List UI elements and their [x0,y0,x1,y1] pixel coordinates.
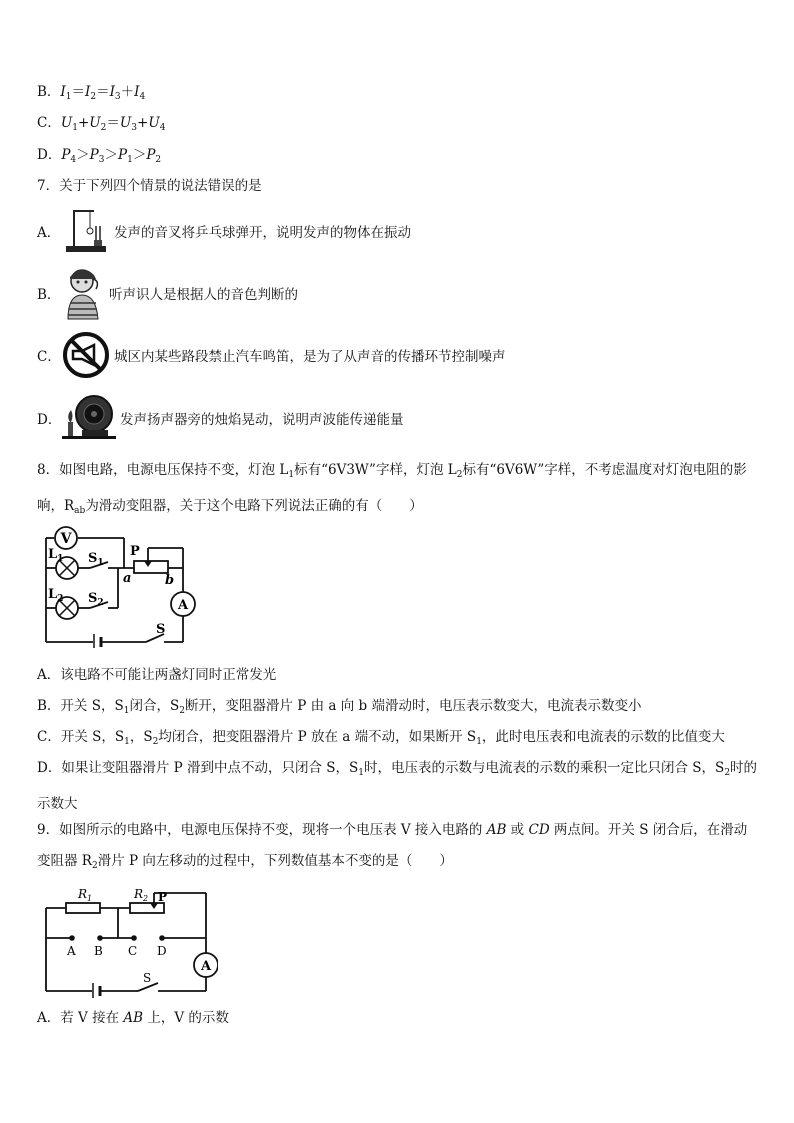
q8-l2-label: $L_2$ [48,587,64,604]
q9-circuit-diagram [38,883,218,998]
q9-option-a: A．若 V 接在 AB 上，V 的示数 [37,1010,229,1026]
q8-option-d: D．如果让变阻器滑片 P 滑到中点不动，只闭合 S，$S_1$时，电压表的示数与电流表的示数的乘积一定比只闭合 S，$S_2$时的示数大 [37,760,758,812]
q9-r1-label: $R_1$ [78,887,93,903]
q8-option-a: A．该电路不可能让两盏灯同时正常发光 [37,667,277,683]
q8-end-b-label: b [165,573,175,588]
q7-option-d-text: 发声扬声器旁的烛焰晃动，说明声波能传递能量 [120,412,404,428]
q8-option-b: B．开关 S，$S_1$闭合，$S_2$断开，变阻器滑片 P 由 a 向 b 端滑动时，电压表示数变大，电流表示数变小 [37,698,642,716]
q8-switch-s-label: S [156,622,166,637]
q7-option-a-text: 发声的音叉将乒乓球弹开，说明发声的物体在振动 [114,225,411,241]
q7-option-d-letter: D． [37,412,62,428]
q9-ammeter-label: A [200,959,212,974]
speaker-candle-icon [60,392,118,442]
q6-option-b: B．$I_1=I_2=I_3+I_4$ [37,84,146,102]
no-horn-icon [60,330,112,380]
q8-end-a-label: a [123,571,132,586]
q9-slider-p-label: P [158,890,168,904]
q9-point-d-label: D [157,944,167,958]
q7-stem: 7．关于下列四个情景的说法错误的是 [37,178,262,194]
q6-option-d: D．$P_4>P_3>P_1>P_2$ [37,147,162,165]
q8-circuit-diagram [38,520,208,648]
q8-s2-label: $S_2$ [88,591,104,608]
q7-option-b-letter: B． [37,287,61,303]
q9-r2-label: $R_2$ [134,887,149,903]
q8-l1-label: $L_1$ [48,547,64,564]
q7-option-a-letter: A． [37,225,61,241]
q7-option-c-letter: C． [37,349,61,365]
q8-s1-label: $S_1$ [88,551,104,568]
q9-switch-s-label: S [143,971,152,985]
q8-stem: 8．如图电路，电源电压保持不变，灯泡 $L_1$标有“6V3W”字样，灯泡 $L_2$标有“6V6W”字样，不考虑温度对灯泡电阻的影响，$R_{ab}$为滑动变阻器，关于这个电路下列说法正确的有（ ） [37,462,747,516]
person-listening-icon [60,265,106,321]
q9-stem: 9．如图所示的电路中，电源电压保持不变，现将一个电压表 V 接入电路的 AB 或 CD 两点间。开关 S 闭合后，在滑动变阻器 $R_2$滑片 P 向左移动的过程中，下列数值基本不变的是（ ） [37,822,748,871]
q9-point-c-label: C [128,944,138,958]
tuning-fork-icon [60,206,112,256]
q7-option-c-text: 城区内某些路段禁止汽车鸣笛，是为了从声音的传播环节控制噪声 [114,349,506,365]
q9-point-b-label: B [94,944,103,958]
q7-option-b-text: 听声识人是根据人的音色判断的 [109,287,298,303]
q9-point-a-label: A [67,944,76,958]
q8-option-c: C．开关 S，$S_1$，$S_2$均闭合，把变阻器滑片 P 放在 a 端不动，如果断开 $S_1$，此时电压表和电流表的示数的比值变大 [37,729,725,747]
q8-ammeter-label: A [177,598,189,613]
q8-slider-p-label: P [130,544,140,559]
q6-option-c: C．$U_1+U_2=U_3+U_4$ [37,115,166,133]
q8-voltmeter-label: V [60,531,72,547]
